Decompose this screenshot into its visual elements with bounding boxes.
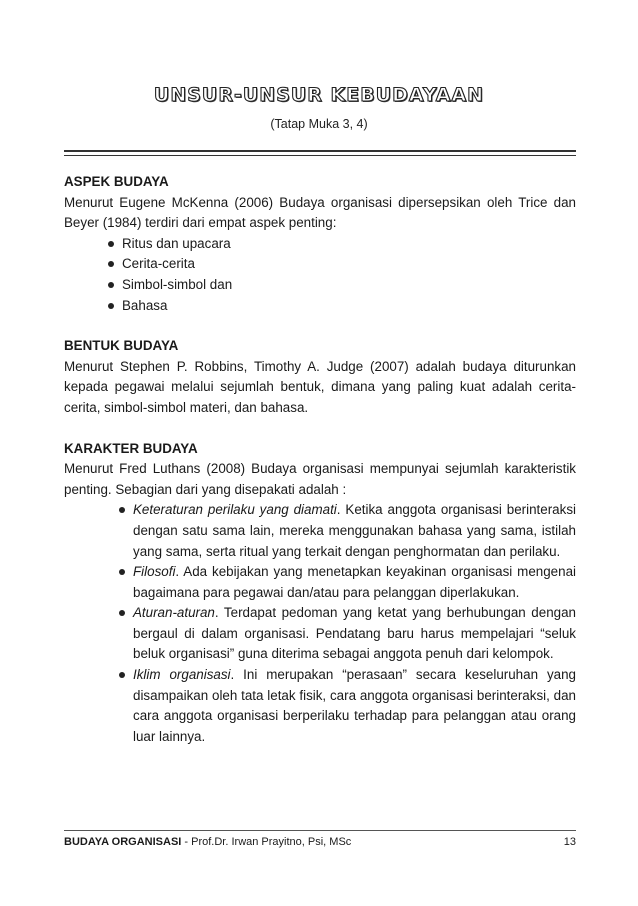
footer-author: - Prof.Dr. Irwan Prayitno, Psi, MSc bbox=[181, 836, 352, 848]
page-subtitle: (Tatap Muka 3, 4) bbox=[270, 117, 368, 131]
section-heading: KARAKTER BUDAYA bbox=[64, 440, 198, 456]
page-footer bbox=[64, 836, 576, 848]
bullet-icon bbox=[108, 241, 114, 247]
item-description: . Ketika anggota organisasi berinteraksi dengan satu sama lain, mereka menggunakan bahasa yang sama, istilah yang sama, serta ritual yang terkait dengan penghormatan dan perilaku. bbox=[133, 502, 576, 559]
section-heading: BENTUK BUDAYA bbox=[64, 338, 179, 354]
bullet-icon bbox=[108, 303, 114, 309]
section-heading: ASPEK BUDAYA bbox=[64, 174, 169, 189]
list-item bbox=[119, 500, 576, 562]
item-description: . Terdapat pedoman yang ketat yang berhubungan dengan bergaul di dalam organisasi. Pendatang baru harus mempelajari “seluk beluk organisasi” guna diterima sebagai anggota penuh dari kelompok. bbox=[133, 605, 576, 662]
section-text: Menurut Stephen P. Robbins, Timothy A. Judge (2007) adalah budaya diturunkan kepada pegawai melalui sejumlah bentuk, dimana yang paling kuat adalah cerita-cerita, simbol-simbol materi, dan bahasa. bbox=[64, 358, 576, 415]
bullet-icon bbox=[119, 569, 125, 575]
bullet-icon bbox=[108, 261, 114, 267]
list-item bbox=[119, 603, 576, 665]
list-item bbox=[119, 665, 576, 747]
item-description: . Ini merupakan “perasaan” secara keseluruhan yang disampaikan oleh tata letak fisik, cara anggota organisasi berinteraksi, dan cara anggota organisasi berperilaku terhadap para pelanggan atau orang luar lainnya. bbox=[133, 667, 576, 744]
section-karakter-budaya bbox=[64, 439, 576, 748]
item-term: Aturan-aturan bbox=[133, 605, 215, 621]
item-term: Iklim organisasi bbox=[133, 667, 231, 683]
document-body bbox=[64, 172, 576, 767]
page-number: 13 bbox=[563, 836, 576, 848]
header-divider-thin bbox=[64, 155, 576, 156]
section-text: Menurut Fred Luthans (2008) Budaya organisasi mempunyai sejumlah karakteristik penting. Sebagian dari yang disepakati adalah : bbox=[64, 461, 576, 497]
bullet-icon bbox=[119, 672, 125, 678]
item-term: Keteraturan perilaku yang diamati bbox=[133, 502, 337, 518]
list-item: Cerita-cerita bbox=[108, 254, 576, 275]
item-term: Filosofi bbox=[133, 564, 176, 580]
item-description: . Ada kebijakan yang menetapkan keyakinan organisasi mengenai bagaimana para pegawai dan/atau para pelanggan diperlakukan. bbox=[133, 564, 576, 600]
page-title: UNSUR-UNSUR KEBUDAYAAN bbox=[153, 84, 485, 106]
characteristic-list bbox=[64, 500, 576, 747]
section-bentuk-budaya bbox=[64, 336, 576, 418]
header-divider-thick bbox=[64, 150, 576, 152]
bullet-icon bbox=[119, 507, 125, 513]
aspect-list bbox=[64, 234, 576, 316]
footer-course-info bbox=[64, 836, 351, 848]
footer-course: BUDAYA ORGANISASI bbox=[64, 836, 182, 848]
list-item: Ritus dan upacara bbox=[108, 234, 576, 255]
list-item: Simbol-simbol dan bbox=[108, 275, 576, 296]
list-item bbox=[119, 562, 576, 603]
footer-divider bbox=[64, 830, 576, 831]
list-item: Bahasa bbox=[108, 296, 576, 317]
section-aspek-budaya bbox=[64, 172, 576, 316]
bullet-icon bbox=[108, 282, 114, 288]
section-text: Menurut Eugene McKenna (2006) Budaya organisasi dipersepsikan oleh Trice dan Beyer (1984) terdiri dari empat aspek penting: bbox=[64, 194, 576, 231]
bullet-icon bbox=[119, 610, 125, 616]
